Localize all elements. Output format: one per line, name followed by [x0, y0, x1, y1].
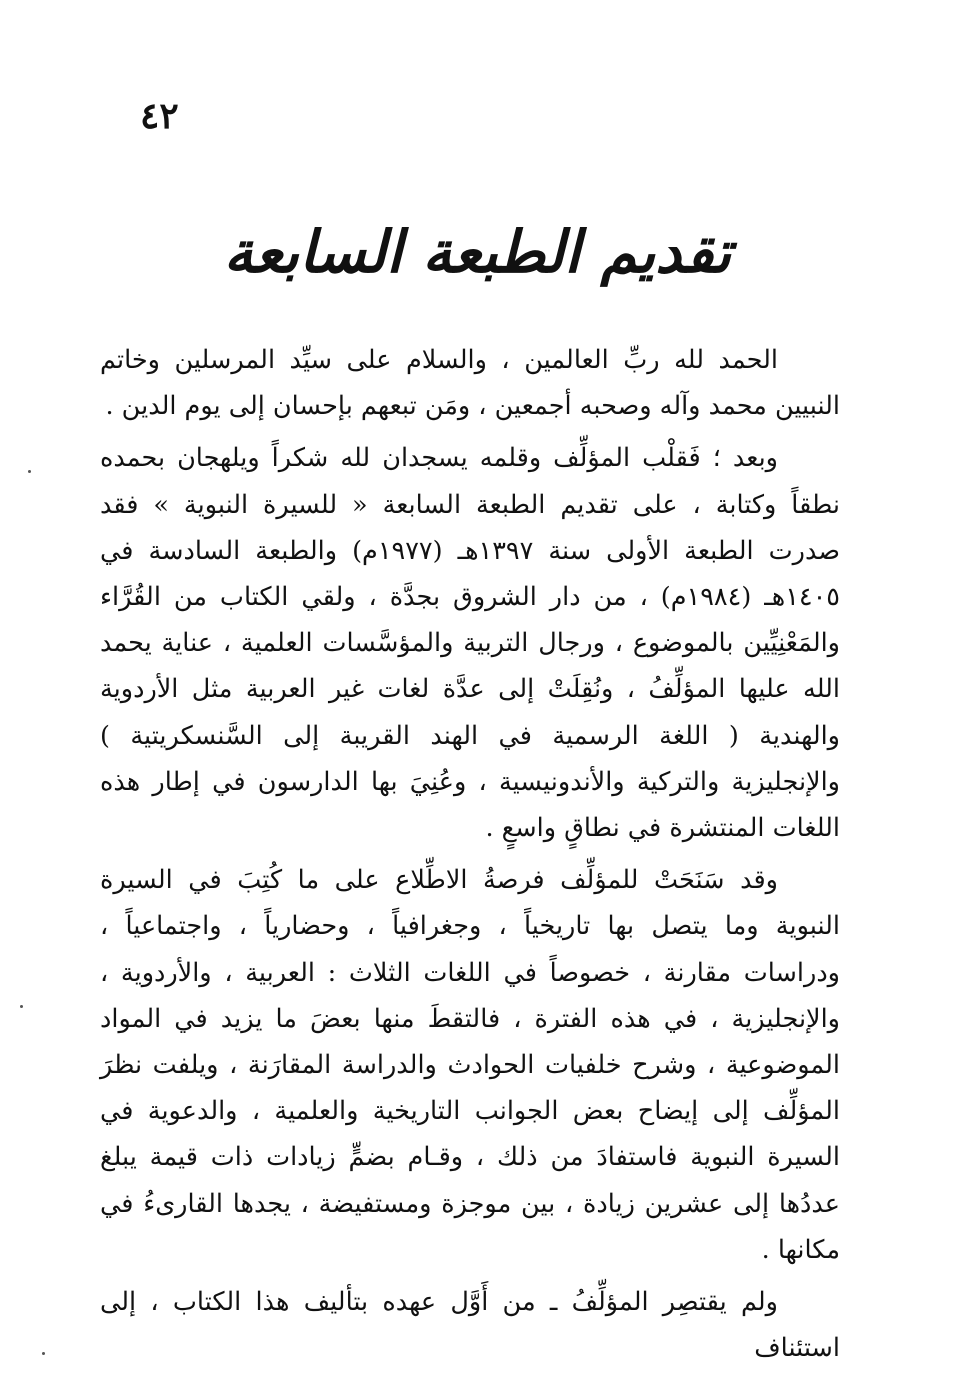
- paragraph-editions: وبعد ؛ فَقلْب المؤلِّف وقلمه يسجدان لله شكراً ويلهجان بحمده نطقاً وكتابة ، على تقديم الطبعة السابعة « للسيرة النبوية » فقد صدرت الطبعة الأولى سنة ١٣٩٧هـ (١٩٧٧م) والطبعة السادسة في ١٤٠٥هـ (١٩٨٤م) ، من دار الشروق بجدَّة ، ولقي الكتاب من القُرَّاء والمَعْنِيِّين بالموضوع ، ورجال التربية والمؤسَّسات العلمية ، عناية يحمد الله عليها المؤلِّفُ ، ونُقِلَتْ إلى عدَّة لغات غير العربية مثل الأردوية والهندية ( اللغة الرسمية في الهند القريبة إلى السَّنسكريتية ) والإنجليزية والتركية والأندونيسية ، وعُنِيَ بها الدارسون في إطار هذه اللغات المنتشرة في نطاقٍ واسعٍ .: [100, 443, 841, 844]
- body-text: [100, 337, 840, 1371]
- paragraph-opening: الحمد لله ربِّ العالمين ، والسلام على سيِّد المرسلين وخاتم النبيين محمد وآله وصحبه أجمعين ، ومَن تبعهم بإحسان إلى يوم الدين .: [100, 345, 840, 422]
- chapter-title: تقديم الطبعة السابعة: [223, 218, 732, 286]
- paragraph-continuation: ولم يقتصِر المؤلِّفُ ـ من أَوَّل عهده بتأليف هذا الكتاب ، إلى استئناف: [100, 1287, 840, 1364]
- page-number: ٤٢: [140, 95, 179, 137]
- scan-speck: [20, 1005, 23, 1008]
- scan-speck: [42, 1352, 45, 1355]
- scan-speck: [28, 470, 31, 473]
- paragraph-additions: وقد سَنَحَتْ للمؤلِّف فرصةُ الاطِّلاع على ما كُتِبَ في السيرة النبوية وما يتصل بها تاريخياً ، وجغرافياً ، وحضارياً ، واجتماعياً ، ودراسات مقارنة ، خصوصاً في اللغات الثلاث : العربية ، والأردوية ، والإنجليزية ، في هذه الفترة ، فالتقطَ منها بعضَ ما يزيد في المواد الموضوعية ، وشرح خلفيات الحوادث والدراسة المقارَنة ، ويلفت نظرَ المؤلِّف إلى إيضاح بعض الجوانب التاريخية والعلمية ، والدعوية في السيرة النبوية فاستفادَ من ذلك ، وقـام بضمٍّ زيادات ذات قيمة يبلغ عددُها إلى عشرين زيادة ، بين موجزة ومستفيضة ، يجدها القارىءُ في مكانها .: [100, 865, 840, 1265]
